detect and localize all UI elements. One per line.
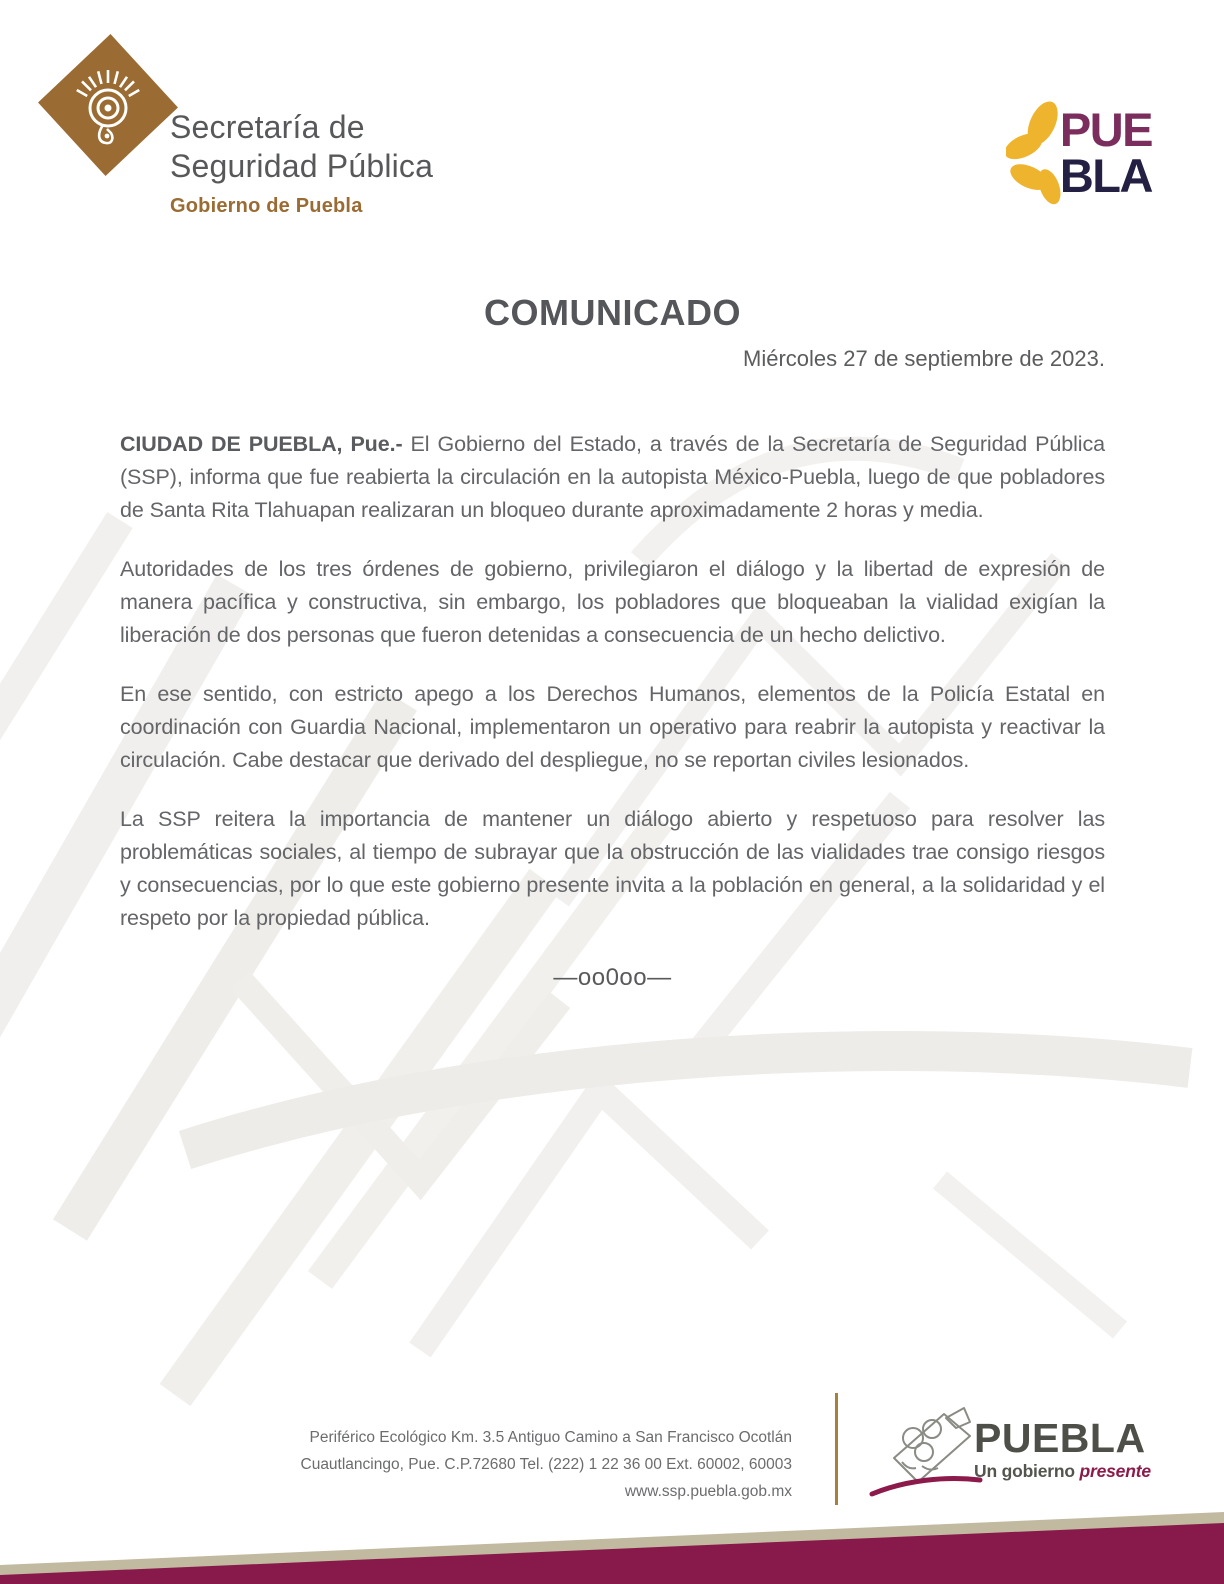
logo-text-bla: BLA bbox=[1059, 149, 1152, 202]
document-date: Miércoles 27 de septiembre de 2023. bbox=[743, 346, 1105, 371]
end-of-release-separator: —oo0oo— bbox=[553, 964, 672, 991]
footer-government-brand bbox=[866, 1396, 1166, 1506]
puebla-state-logo bbox=[1006, 100, 1152, 206]
paragraph-1-text: El Gobierno del Estado, a través de la Secretaría de Seguridad Pública (SSP), informa que fue reabierta la circulación en la autopista México-Puebla, luego de que pobladores de Santa Rita Tlahuapan realizaran un bloqueo durante aproximadamente 2 horas y media. bbox=[120, 432, 1105, 522]
paragraph-2: Autoridades de los tres órdenes de gobierno, privilegiaron el diálogo y la libertad de expresión de manera pacífica y constructiva, sin embargo, los pobladores que bloqueaban la vialidad exigían la liberación de dos personas que fueron detenidas a consecuencia de un hecho delictivo. bbox=[120, 557, 1105, 647]
footer-brand-name: PUEBLA bbox=[974, 1415, 1146, 1461]
paragraph-3: En ese sentido, con estricto apego a los Derechos Humanos, elementos de la Policía Estatal en coordinación con Guardia Nacional, implementaron un operativo para reabrir la autopista y reactivar la circulación. Cabe destacar que derivado del despliegue, no se reportan civiles lesionados. bbox=[120, 682, 1105, 772]
angels-sketch-icon bbox=[866, 1396, 986, 1501]
paragraph-1 bbox=[120, 428, 1105, 527]
footer-address-block bbox=[230, 1424, 792, 1505]
puebla-flower-icon bbox=[1006, 100, 1064, 206]
ssp-hummingbird-diamond-logo bbox=[30, 24, 186, 194]
dateline-lead: CIUDAD DE PUEBLA, Pue.- bbox=[120, 432, 403, 456]
paragraph-4: La SSP reitera la importancia de mantener un diálogo abierto y respetuoso para resolver las problemáticas sociales, al tiempo de subrayar que la obstrucción de las vialidades trae consigo riesgos y consecuencias, por lo que este gobierno presente invita a la población en general, a la solidaridad y el respeto por la propiedad pública. bbox=[120, 807, 1105, 930]
tagline-accent: presente bbox=[1079, 1461, 1151, 1481]
government-label: Gobierno de Puebla bbox=[170, 195, 363, 218]
address-line-1: Periférico Ecológico Km. 3.5 Antiguo Camino a San Francisco Ocotlán bbox=[309, 1429, 792, 1446]
document-body bbox=[120, 428, 1105, 994]
agency-name-line1: Secretaría de bbox=[170, 109, 365, 145]
document-title: COMUNICADO bbox=[484, 292, 741, 333]
logo-text-pue: PUE bbox=[1059, 103, 1152, 157]
agency-name-line2: Seguridad Pública bbox=[170, 148, 434, 185]
letterhead bbox=[0, 0, 1224, 250]
address-line-2: Cuautlancingo, Pue. C.P.72680 Tel. (222) 1 22 36 00 Ext. 60002, 60003 bbox=[300, 1456, 792, 1473]
tagline-regular: Un gobierno bbox=[974, 1461, 1080, 1481]
bottom-diagonal-band bbox=[0, 1504, 1224, 1584]
website-url: www.ssp.puebla.gob.mx bbox=[624, 1483, 792, 1500]
footer-vertical-divider bbox=[835, 1393, 838, 1505]
footer-tagline bbox=[974, 1463, 1151, 1481]
